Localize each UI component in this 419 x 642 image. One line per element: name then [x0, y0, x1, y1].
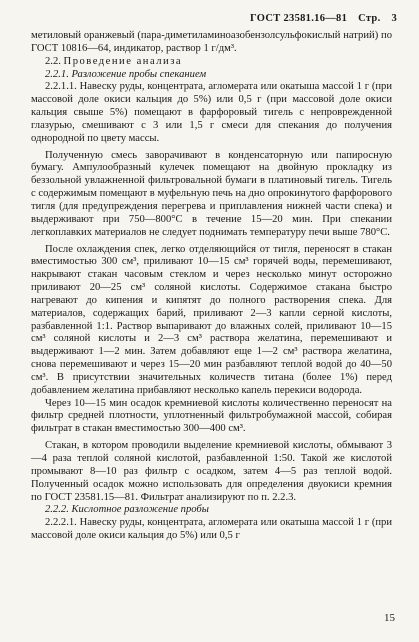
page-header — [242, 13, 397, 24]
paragraph-filtration: Через 10—15 мин осадок кремниевой кислоты количественно переносят на фильтр средней плотности, уплотненный фильтробумажной массой, собирая фильтрат в стакан вместимостью 300—400 см³. — [31, 397, 392, 435]
standard-number: ГОСТ 23581.16—81 — [250, 13, 348, 24]
section-heading-2-2 — [31, 56, 392, 69]
paragraph-2-2-2-1: 2.2.2.1. Навеску руды, концентрата, агломерата или окатыша массой 1 г (при массовой доле окиси кальция до 5%) или 0,5 г — [31, 517, 392, 542]
subsection-heading-2-2-1: 2.2.1. Разложение пробы спеканием — [45, 68, 207, 80]
paragraph-sintering: Полученную смесь заворачивают в конденсаторную или папиросную бумагу. Ампулообразный кулечек помещают на двойную прокладку из беззольной увлажненной фильтровальной бумаги в платиновый тигель. Тигель с содержимым помещают в муфельную печь на дно опрокинутого фарфорового тигля (для предупреждения перегрева и приплавления нижней части спека) и выдерживают при 750—800°С в течение 15—20 мин. При спекании легкоплавких материалов не следует поднимать температуру печи выше 780°С. — [31, 149, 392, 238]
paragraph-reagent: метиловый оранжевый (пара-диметиламиноазобензолсульфокислый натрий) по ГОСТ 10816—64, индикатор, раствор 1 г/дм³. — [31, 30, 392, 54]
body-text — [31, 30, 392, 543]
section-title: Проведение анализа — [63, 55, 183, 67]
page-label: Стр. — [358, 13, 381, 24]
page-label-number: 3 — [391, 13, 397, 24]
paragraph-cooling: После охлаждения спек, легко отделяющийся от тигля, переносят в стакан вместимостью 300 см³, приливают 10—15 см³ горячей воды, перемешивают, накрывают стакан часовым стеклом и через несколько минут осторожно приливают 20—25 см³ соляной кислоты. Содержимое стакана быстро нагревают до кипения и кипятят до полного растворения спека. Для материалов, содержащих барий, приливают 2—3 капли серной кислоты, разбавленной 1:1. Раствор выпаривают до влажных солей, приливают 10—15 см³ соляной кислоты и 2—3 см³ раствора желатина, перемешивают и выдерживают 1—2 мин. Затем добавляют еще 1—2 см³ раствора желатина, снова перемешивают и через 15—20 мин разбавляют теплой водой до 40—50 см³. В присутствии значительных количеств титана (более 1%) перед добавлением желатина прибавляют несколько капель перекиси водорода. — [31, 243, 392, 396]
page-number: 15 — [384, 612, 395, 624]
section-number: 2.2. — [45, 55, 61, 67]
subsection-heading-2-2-2: 2.2.2. Кислотное разложение пробы — [45, 504, 209, 516]
paragraph-2-2-1-1: 2.2.1.1. Навеску руды, концентрата, агломерата или окатыша массой 1 г (при массовой доле окиси кальция до 5%) или 0,5 г (при массовой доле окиси кальция свыше 5%) помещают в фарфоровый тигель с непроврежденной глазурью, смешивают с 3 или 1,5 г смеси для спекания до получения однородной по цвету массы. — [31, 81, 392, 144]
paragraph-washing: Стакан, в котором проводили выделение кремниевой кислоты, обмывают 3—4 раза теплой соляной кислотой, разбавленной 1:50. Такой же кислотой промывают 8—10 раз фильтр с осадком, затем 4—5 раз теплой водой. Полученный осадок можно использовать для определения двуокиси кремния по ГОСТ 23581.15—81. Фильтрат анализируют по п. 2.2.3. — [31, 440, 392, 503]
